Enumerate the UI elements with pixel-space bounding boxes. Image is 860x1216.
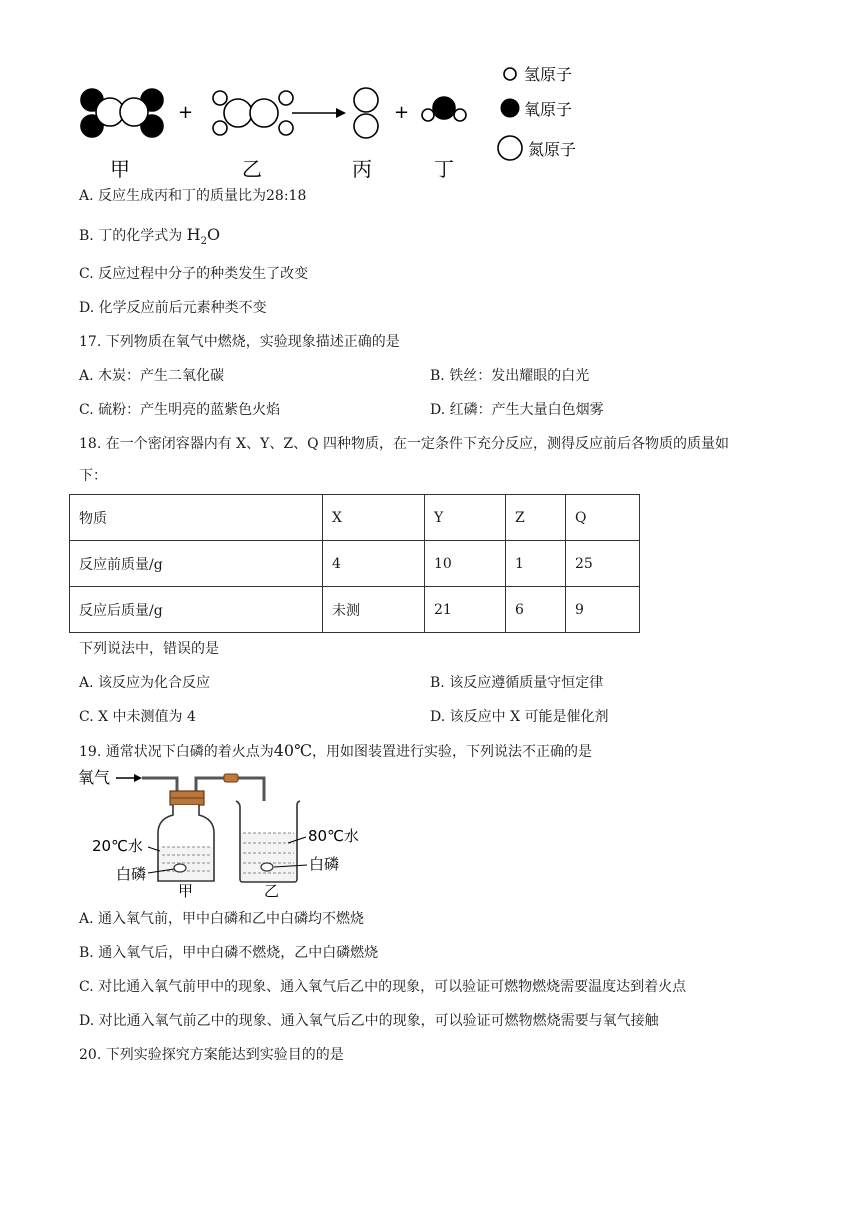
q18-prompt: 下列说法中，错误的是 xyxy=(79,641,219,657)
apparatus-label-jia: 甲 xyxy=(178,882,194,900)
table-cell: 6 xyxy=(506,587,566,633)
q16-option-c: C. 反应过程中分子的种类发生了改变 xyxy=(79,266,309,282)
molecule-yi xyxy=(213,91,293,135)
label-yi: 乙 xyxy=(242,157,262,181)
q16-option-d: D. 化学反应前后元素种类不变 xyxy=(79,300,267,316)
q18-stem-line2: 下： xyxy=(79,468,107,484)
table-cell: 9 xyxy=(566,587,640,633)
white-phosphorus-label-right: 白磷 xyxy=(309,855,340,873)
molecule-ding xyxy=(422,97,466,121)
label-ding: 丁 xyxy=(434,157,454,181)
q16-option-b xyxy=(79,225,220,252)
oxygen-label: 氧气 xyxy=(78,768,111,787)
q17-option-a: A. 木炭：产生二氧化碳 xyxy=(79,368,225,384)
plus-sign-1: + xyxy=(178,102,194,123)
white-phosphorus-yi xyxy=(261,863,273,871)
q18-option-a: A. 该反应为化合反应 xyxy=(79,675,211,691)
q19-stem-temp: 40℃ xyxy=(273,741,312,760)
table-cell: 未测 xyxy=(323,587,425,633)
q19-stem-post: ，用如图装置进行实验，下列说法不正确的是 xyxy=(311,744,592,760)
table-cell: 4 xyxy=(323,541,425,587)
table-cell: 反应后质量/g xyxy=(70,587,323,633)
q17-option-c: C. 硫粉：产生明亮的蓝紫色火焰 xyxy=(79,402,281,418)
table-header-cell: Z xyxy=(506,495,566,541)
molecule-jia xyxy=(81,89,163,137)
table-cell: 25 xyxy=(566,541,640,587)
oxygen-inlet-arrow xyxy=(116,774,142,782)
legend-oxygen-label: 氧原子 xyxy=(524,100,573,119)
water-80c-label: 80℃水 xyxy=(308,827,359,845)
q19-option-d: D. 对比通入氧气前乙中的现象、通入氧气后乙中的现象，可以验证可燃物燃烧需要与氧气接触 xyxy=(79,1013,659,1029)
apparatus-label-yi: 乙 xyxy=(264,882,280,900)
legend-hydrogen xyxy=(504,65,572,84)
table-header-cell: Y xyxy=(425,495,506,541)
table-cell: 10 xyxy=(425,541,506,587)
white-phosphorus-label-left: 白磷 xyxy=(116,865,147,883)
water-20c-label: 20℃水 xyxy=(92,837,143,855)
q20-stem: 20. 下列实验探究方案能达到实验目的的是 xyxy=(79,1047,344,1063)
white-phosphorus-jia xyxy=(174,864,186,872)
q19-stem-pre: 19. 通常状况下白磷的着火点为 xyxy=(79,744,274,760)
table-row xyxy=(70,587,640,633)
q18-option-d: D. 该反应中 X 可能是催化剂 xyxy=(430,709,609,725)
q18-stem-line1: 18. 在一个密闭容器内有 X、Y、Z、Q 四种物质，在一定条件下充分反应，测得反应前后各物质的质量如 xyxy=(79,436,730,452)
label-jia: 甲 xyxy=(110,157,130,181)
table-header-row xyxy=(70,495,640,541)
q17-option-b: B. 铁丝：发出耀眼的白光 xyxy=(430,368,590,384)
legend-oxygen xyxy=(501,99,572,119)
legend-hydrogen-label: 氢原子 xyxy=(524,65,573,84)
q19-option-a: A. 通入氧气前，甲中白磷和乙中白磷均不燃烧 xyxy=(79,911,365,927)
table-cell: 21 xyxy=(425,587,506,633)
table-header-cell: 物质 xyxy=(70,495,323,541)
plus-sign-2: + xyxy=(394,102,410,123)
q17-option-d: D. 红磷：产生大量白色烟雾 xyxy=(430,402,604,418)
molecule-bing xyxy=(354,88,378,138)
reaction-arrow xyxy=(292,108,346,118)
q19-option-c: C. 对比通入氧气前甲中的现象、通入氧气后乙中的现象，可以验证可燃物燃烧需要温度达到着火点 xyxy=(79,979,687,995)
q18-option-b: B. 该反应遵循质量守恒定律 xyxy=(430,675,604,691)
table-row xyxy=(70,541,640,587)
table-cell: 反应前质量/g xyxy=(70,541,323,587)
label-bing: 丙 xyxy=(352,157,372,181)
q16-formula: $H_2O$ xyxy=(186,225,221,248)
combustion-apparatus-diagram xyxy=(76,763,376,903)
tube-clamp xyxy=(224,774,238,782)
q19-option-b: B. 通入氧气后，甲中白磷不燃烧，乙中白磷燃烧 xyxy=(79,945,379,961)
q16-option-a: A. 反应生成丙和丁的质量比为28:18 xyxy=(79,188,307,204)
q18-option-c: C. X 中未测值为 4 xyxy=(79,709,196,725)
q17-stem: 17. 下列物质在氧气中燃烧，实验现象描述正确的是 xyxy=(79,334,400,350)
q19-stem xyxy=(79,741,592,762)
table-header-cell: X xyxy=(323,495,425,541)
q16-option-b-text: B. 丁的化学式为 xyxy=(79,228,183,244)
table-cell: 1 xyxy=(506,541,566,587)
reaction-molecule-diagram xyxy=(70,58,600,183)
legend-nitrogen xyxy=(498,136,576,160)
legend-nitrogen-label: 氮原子 xyxy=(528,140,577,159)
mass-table xyxy=(69,494,640,633)
table-header-cell: Q xyxy=(566,495,640,541)
